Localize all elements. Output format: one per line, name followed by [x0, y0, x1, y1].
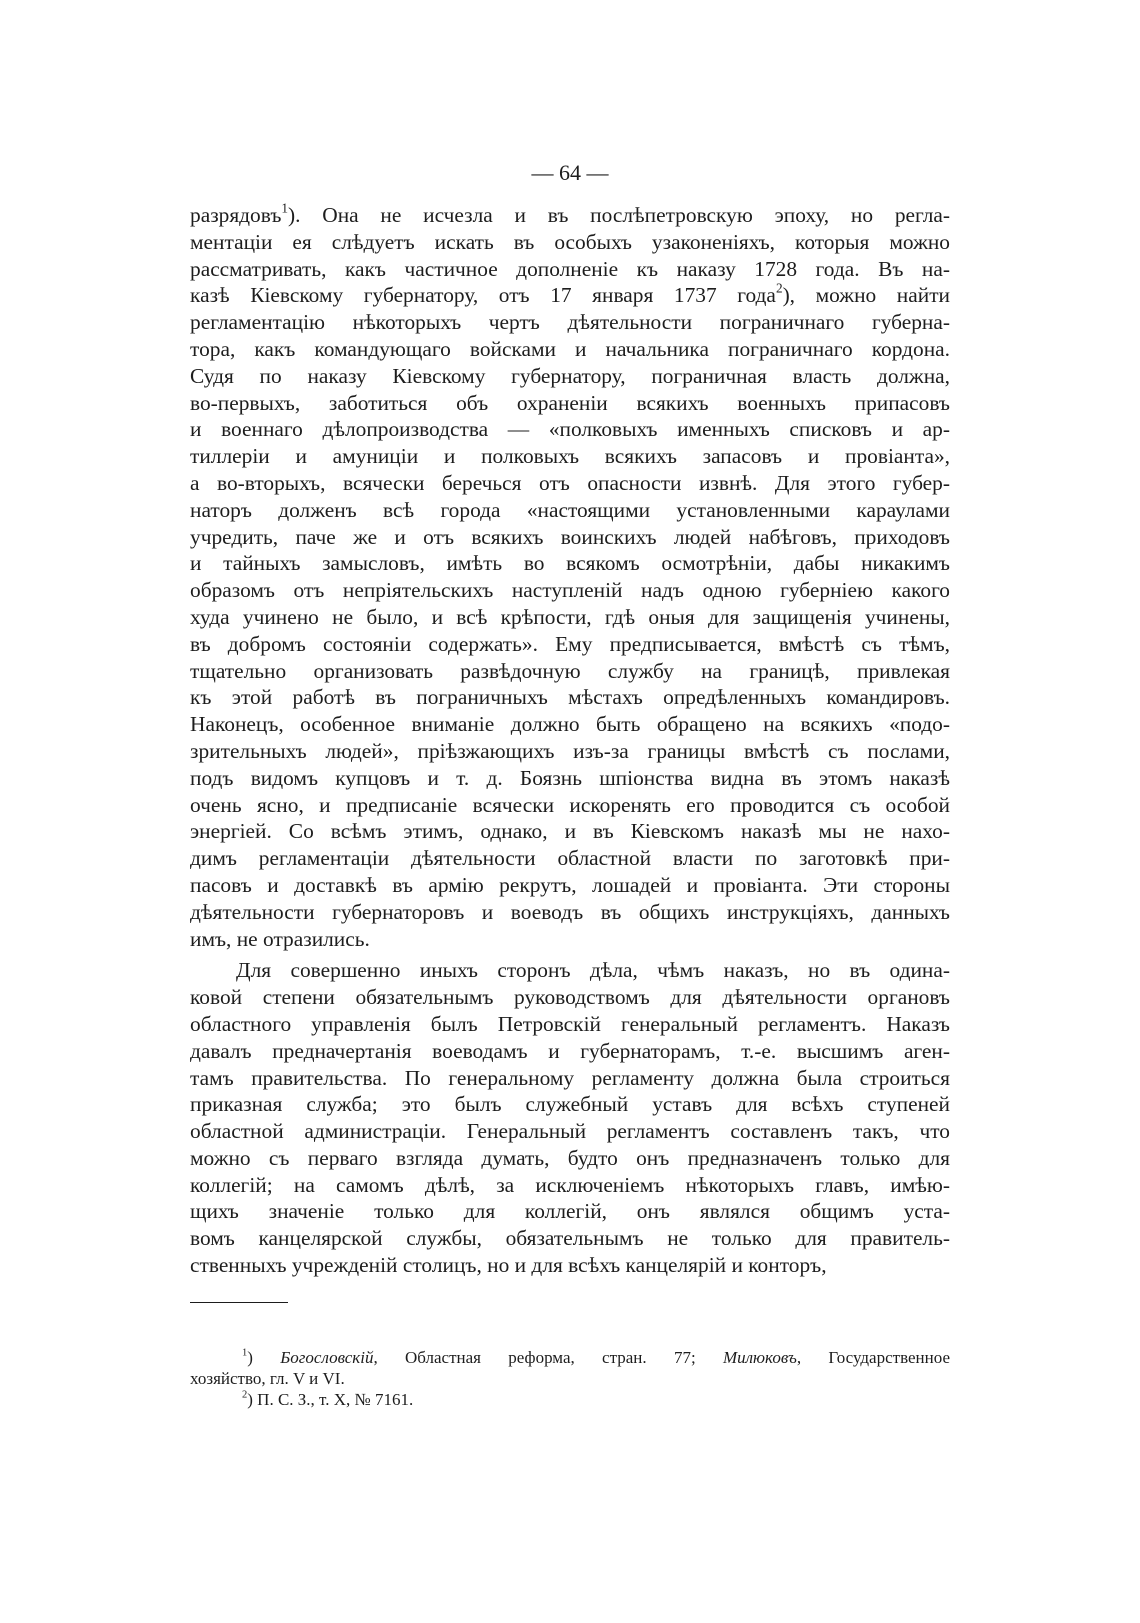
- text-segment: ). Она не исчезла и въ послѣпетровскую эпоху, но регла-: [288, 203, 950, 227]
- body-line: [190, 845, 950, 872]
- footnote-line: [190, 1389, 950, 1410]
- text-segment: хозяйство, гл. V и VI.: [190, 1369, 345, 1388]
- text-segment: , Государственное: [796, 1348, 950, 1367]
- text-segment: тора, какъ командующаго войсками и начальника пограничнаго кордона.: [190, 336, 950, 361]
- body-line: [190, 416, 950, 443]
- body-line: [190, 550, 950, 577]
- text-segment: наторъ долженъ всѣ города «настоящими установленными караулами: [190, 497, 950, 522]
- body-line: [190, 684, 950, 711]
- footnote-line: [190, 1368, 950, 1389]
- body-line: [190, 524, 950, 551]
- body-line: [190, 658, 950, 685]
- text-segment: ковой степени обязательнымъ руководствомъ для дѣятельности органовъ: [190, 985, 950, 1010]
- body-line: [190, 443, 950, 470]
- body-line: [190, 872, 950, 899]
- text-segment: ), можно найти: [782, 283, 950, 308]
- body-line: [190, 1225, 950, 1252]
- body-line: [190, 282, 950, 309]
- text-segment: можно съ перваго взгляда думать, будто онъ предназначенъ только для: [190, 1145, 950, 1170]
- text-segment: тамъ правительства. По генеральному регламенту должна была строиться: [190, 1065, 950, 1090]
- text-segment: вомъ канцелярской службы, обязательнымъ не только для правитель-: [190, 1226, 950, 1251]
- text-segment: образомъ отъ непріятельскихъ наступленій надъ одною губерніею какого: [190, 578, 950, 603]
- text-segment: ) П. С. З., т. X, № 7161.: [247, 1390, 414, 1409]
- body-text: [190, 202, 950, 1279]
- body-line: [190, 202, 950, 229]
- text-segment: худа учинено не было, и всѣ крѣпости, гдѣ оныя для защищенія учинены,: [190, 604, 950, 629]
- body-line: [190, 497, 950, 524]
- body-line: [190, 577, 950, 604]
- text-segment: дѣятельности губернаторовъ и воеводъ въ общихъ инструкціяхъ, данныхъ: [190, 899, 950, 924]
- text-segment: ментаціи ея слѣдуетъ искать въ особыхъ узаконеніяхъ, которыя можно: [190, 229, 950, 254]
- text-segment: регламентацію нѣкоторыхъ чертъ дѣятельности пограничнаго губерна-: [190, 310, 950, 335]
- text-segment: а во-вторыхъ, всячески беречься отъ опасности извнѣ. Для этого губер-: [190, 470, 950, 495]
- body-line: [190, 765, 950, 792]
- text-segment: рассматривать, какъ частичное дополненіе къ наказу 1728 года. Въ на-: [190, 256, 950, 281]
- text-segment: приказная служба; это былъ служебный уставъ для всѣхъ ступеней: [190, 1092, 950, 1117]
- text-segment: Наконецъ, особенное вниманіе должно быть обращено на всякихъ «подо-: [190, 712, 950, 737]
- body-line: [190, 631, 950, 658]
- body-line: [190, 818, 950, 845]
- text-segment: очень ясно, и предписаніе всячески искоренять его проводится съ особой: [190, 792, 950, 817]
- text-segment: областного управленія былъ Петровскій генеральный регламентъ. Наказъ: [190, 1011, 950, 1036]
- footnote-marker: 1: [281, 200, 289, 216]
- body-line: [190, 309, 950, 336]
- body-line: [190, 470, 950, 497]
- author-name: Богословскій: [280, 1348, 374, 1367]
- text-segment: , Областная реформа, стран. 77;: [373, 1348, 723, 1367]
- text-segment: коллегій; на самомъ дѣлѣ, за исключеніемъ нѣкоторыхъ главъ, имѣю-: [190, 1172, 950, 1197]
- author-name: Милюковъ: [722, 1348, 797, 1367]
- body-line: [190, 336, 950, 363]
- body-line: [190, 1011, 950, 1038]
- text-segment: ): [247, 1348, 281, 1367]
- body-line: [190, 1172, 950, 1199]
- body-line: [190, 899, 950, 926]
- text-segment: разрядовъ: [190, 203, 282, 227]
- body-line: [190, 984, 950, 1011]
- text-segment: и тайныхъ замысловъ, имѣть во всякомъ осмотрѣніи, дабы никакимъ: [190, 551, 950, 576]
- footnote-marker: 1: [242, 1347, 248, 1359]
- page-number: — 64 —: [531, 160, 609, 185]
- text-segment: Для совершенно иныхъ сторонъ дѣла, чѣмъ наказъ, но въ одина-: [236, 958, 950, 983]
- body-line: [190, 390, 950, 417]
- text-segment: пасовъ и доставкѣ въ армію рекрутъ, лошадей и провіанта. Эти стороны: [190, 872, 950, 897]
- body-line: [190, 738, 950, 765]
- text-segment: давалъ предначертанія воеводамъ и губернаторамъ, т.-е. высшимъ аген-: [190, 1038, 950, 1063]
- body-line: [190, 1038, 950, 1065]
- text-segment: казѣ Кіевскому губернатору, отъ 17 января 1737 года: [190, 283, 776, 308]
- body-line: [190, 1252, 950, 1279]
- footnote-line: [190, 1347, 950, 1368]
- body-line: [190, 1145, 950, 1172]
- text-segment: зрительныхъ людей», пріѣзжающихъ изъ-за границы вмѣстѣ съ послами,: [190, 738, 950, 763]
- body-line: [190, 1091, 950, 1118]
- text-segment: въ добромъ состояніи содержать». Ему предписывается, вмѣстѣ съ тѣмъ,: [190, 631, 950, 656]
- body-line: [190, 229, 950, 256]
- text-segment: во-первыхъ, заботиться объ охраненіи всякихъ военныхъ припасовъ: [190, 390, 950, 415]
- body-line: [190, 792, 950, 819]
- body-line: [190, 363, 950, 390]
- footnotes: [190, 1347, 950, 1410]
- footnote-marker: 2: [775, 281, 783, 297]
- body-line: [190, 1198, 950, 1225]
- body-line: [190, 711, 950, 738]
- text-segment: и военнаго дѣлопроизводства — «полковыхъ именныхъ списковъ и ар-: [190, 417, 950, 442]
- body-line: [190, 1065, 950, 1092]
- body-line: [190, 256, 950, 283]
- text-segment: подъ видомъ купцовъ и т. д. Боязнь шпіонства видна въ этомъ наказѣ: [190, 765, 950, 790]
- text-segment: тиллеріи и амуниціи и полковыхъ всякихъ запасовъ и провіанта»,: [190, 444, 950, 469]
- text-segment: ственныхъ учрежденій столицъ, но и для всѣхъ канцелярій и конторъ,: [190, 1253, 827, 1278]
- text-segment: энергіей. Со всѣмъ этимъ, однако, и въ Кіевскомъ наказѣ мы не нахо-: [190, 819, 950, 844]
- text-segment: димъ регламентаціи дѣятельности областной власти по заготовкѣ при-: [190, 846, 950, 871]
- text-segment: Судя по наказу Кіевскому губернатору, пограничная власть должна,: [190, 363, 950, 388]
- body-line: [190, 957, 950, 984]
- text-segment: тщательно организовать развѣдочную службу на границѣ, привлекая: [190, 658, 950, 683]
- body-line: [190, 926, 950, 953]
- footnote-marker: 2: [242, 1389, 248, 1401]
- text-segment: областной администраціи. Генеральный регламентъ составленъ такъ, что: [190, 1119, 950, 1144]
- text-segment: имъ, не отразились.: [190, 926, 370, 951]
- footnote-separator: [190, 1302, 288, 1303]
- text-segment: щихъ значеніе только для коллегій, онъ являлся общимъ уста-: [190, 1199, 950, 1224]
- text-segment: учредить, паче же и отъ всякихъ воинскихъ людей набѣговъ, приходовъ: [190, 524, 950, 549]
- text-segment: къ этой работѣ въ пограничныхъ мѣстахъ опредѣленныхъ командировъ.: [190, 685, 950, 710]
- body-line: [190, 604, 950, 631]
- body-line: [190, 1118, 950, 1145]
